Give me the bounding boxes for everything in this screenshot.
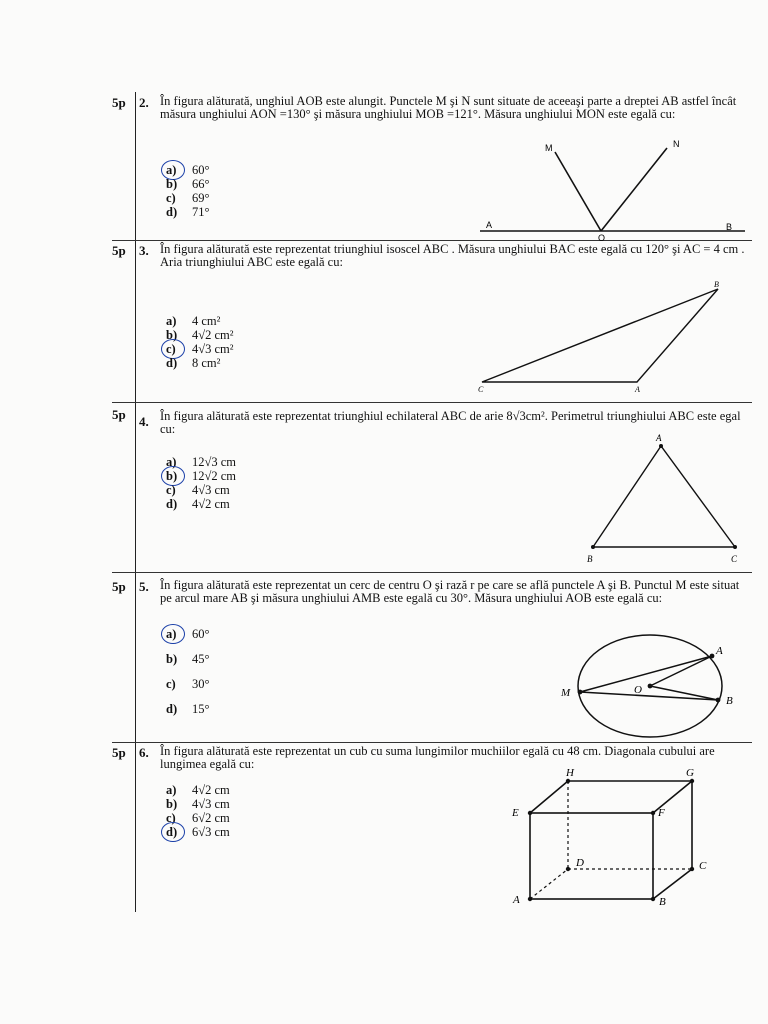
- vertex-g: [690, 779, 694, 783]
- label-o: O: [598, 233, 606, 243]
- vertex-b: [651, 897, 655, 901]
- cube-figure: [530, 781, 692, 899]
- answer-option[interactable]: a) 4√2 cm: [166, 783, 230, 797]
- answer-option[interactable]: c) 69°: [166, 191, 210, 205]
- question-text: În figura alăturată este reprezentat triunghiul echilateral ABC de arie 8√3cm². Perimetrul triunghiului ABC este egal cu:: [160, 409, 741, 436]
- question-points: 5p: [112, 407, 126, 422]
- vertex-e: [528, 811, 532, 815]
- question-number: 5.: [139, 579, 149, 594]
- answer-option[interactable]: d) 6√3 cm: [166, 825, 230, 839]
- label-a: A: [513, 894, 520, 906]
- vertex-h: [566, 779, 570, 783]
- label-n: N: [673, 139, 680, 149]
- label-c: C: [478, 385, 484, 394]
- answer-option[interactable]: b) 4√2 cm²: [166, 328, 234, 342]
- label-c: C: [699, 860, 707, 872]
- answer-option[interactable]: b) 45°: [166, 652, 210, 666]
- question-number: 3.: [139, 243, 149, 258]
- label-g: G: [686, 767, 694, 779]
- question-points: 5p: [112, 243, 126, 258]
- ray-on: [601, 148, 667, 231]
- question-number: 4.: [139, 414, 149, 429]
- label-m: M: [545, 143, 553, 153]
- answer-option[interactable]: c) 4√3 cm²: [166, 342, 234, 356]
- question-text: În figura alăturată, unghiul AOB este alungit. Punctele M şi N sunt situate de aceeaşi parte a dreptei AB astfel încât măsura unghiului AON =130° şi măsura unghiului MOB =121°. Măsura unghiului MON este egală cu:: [160, 94, 737, 121]
- answer-option[interactable]: b) 66°: [166, 177, 210, 191]
- vertex-a: [528, 897, 532, 901]
- isosceles-triangle: [482, 289, 718, 382]
- label-a: A: [635, 385, 640, 394]
- label-c: C: [731, 554, 738, 564]
- label-o: O: [634, 684, 642, 696]
- label-f: F: [658, 807, 665, 819]
- question-number: 2.: [139, 95, 149, 110]
- vertex-b: [591, 545, 595, 549]
- point-m: [578, 690, 583, 695]
- question-number: 6.: [139, 745, 149, 760]
- vertex-a: [659, 444, 663, 448]
- equilateral-triangle: [593, 446, 735, 547]
- label-b: B: [587, 554, 593, 564]
- answer-option[interactable]: b) 12√2 cm: [166, 469, 236, 483]
- point-b: [716, 698, 721, 703]
- label-h: H: [566, 767, 574, 779]
- label-b: B: [659, 896, 666, 908]
- label-a: A: [656, 433, 662, 443]
- answer-option[interactable]: c) 4√3 cm: [166, 483, 230, 497]
- vertex-f: [651, 811, 655, 815]
- question-points: 5p: [112, 579, 126, 594]
- question-text: În figura alăturată este reprezentat un cerc de centru O şi rază r pe care se află punctele A şi B. Punctul M este situat pe arcul mare AB şi măsura unghiului AMB este egală cu 30°. Măsura unghiului AOB este egală cu:: [160, 578, 740, 605]
- label-b: B: [714, 280, 719, 289]
- answer-option[interactable]: d) 4√2 cm: [166, 497, 230, 511]
- answer-option[interactable]: a) 60°: [166, 627, 210, 652]
- question-points: 5p: [112, 745, 126, 760]
- point-o: [648, 684, 653, 689]
- answer-option[interactable]: a) 4 cm²: [166, 314, 221, 328]
- answer-option[interactable]: a) 12√3 cm: [166, 455, 237, 469]
- label-a: A: [716, 645, 723, 657]
- question-text: În figura alăturată este reprezentat un cub cu suma lungimilor muchiilor egală cu 48 cm. Diagonala cubului are lungimea egală cu:: [160, 744, 715, 771]
- answer-option[interactable]: d) 8 cm²: [166, 356, 221, 370]
- answer-option[interactable]: d) 71°: [166, 205, 210, 219]
- answer-option[interactable]: c) 6√2 cm: [166, 811, 230, 825]
- vertex-c: [690, 867, 694, 871]
- answer-option[interactable]: c) 30°: [166, 677, 210, 691]
- answer-option[interactable]: d) 15°: [166, 702, 210, 716]
- label-e: E: [512, 807, 519, 819]
- point-a: [710, 654, 715, 659]
- ray-om: [555, 152, 601, 231]
- question-points: 5p: [112, 95, 126, 110]
- label-a: A: [486, 220, 493, 230]
- vertex-c: [733, 545, 737, 549]
- answer-option[interactable]: a) 60°: [166, 163, 210, 177]
- angle-figure: [480, 148, 745, 231]
- label-m: M: [561, 687, 571, 699]
- question-text: În figura alăturată este reprezentat triunghiul isoscel ABC . Măsura unghiului BAC este egală cu 120° şi AC = 4 cm . Aria triunghiului ABC este egală cu:: [160, 242, 745, 269]
- label-d: D: [576, 857, 584, 869]
- label-b: B: [726, 695, 733, 707]
- label-b: B: [726, 222, 733, 232]
- vertex-d: [566, 867, 570, 871]
- answer-option[interactable]: b) 4√3 cm: [166, 797, 230, 811]
